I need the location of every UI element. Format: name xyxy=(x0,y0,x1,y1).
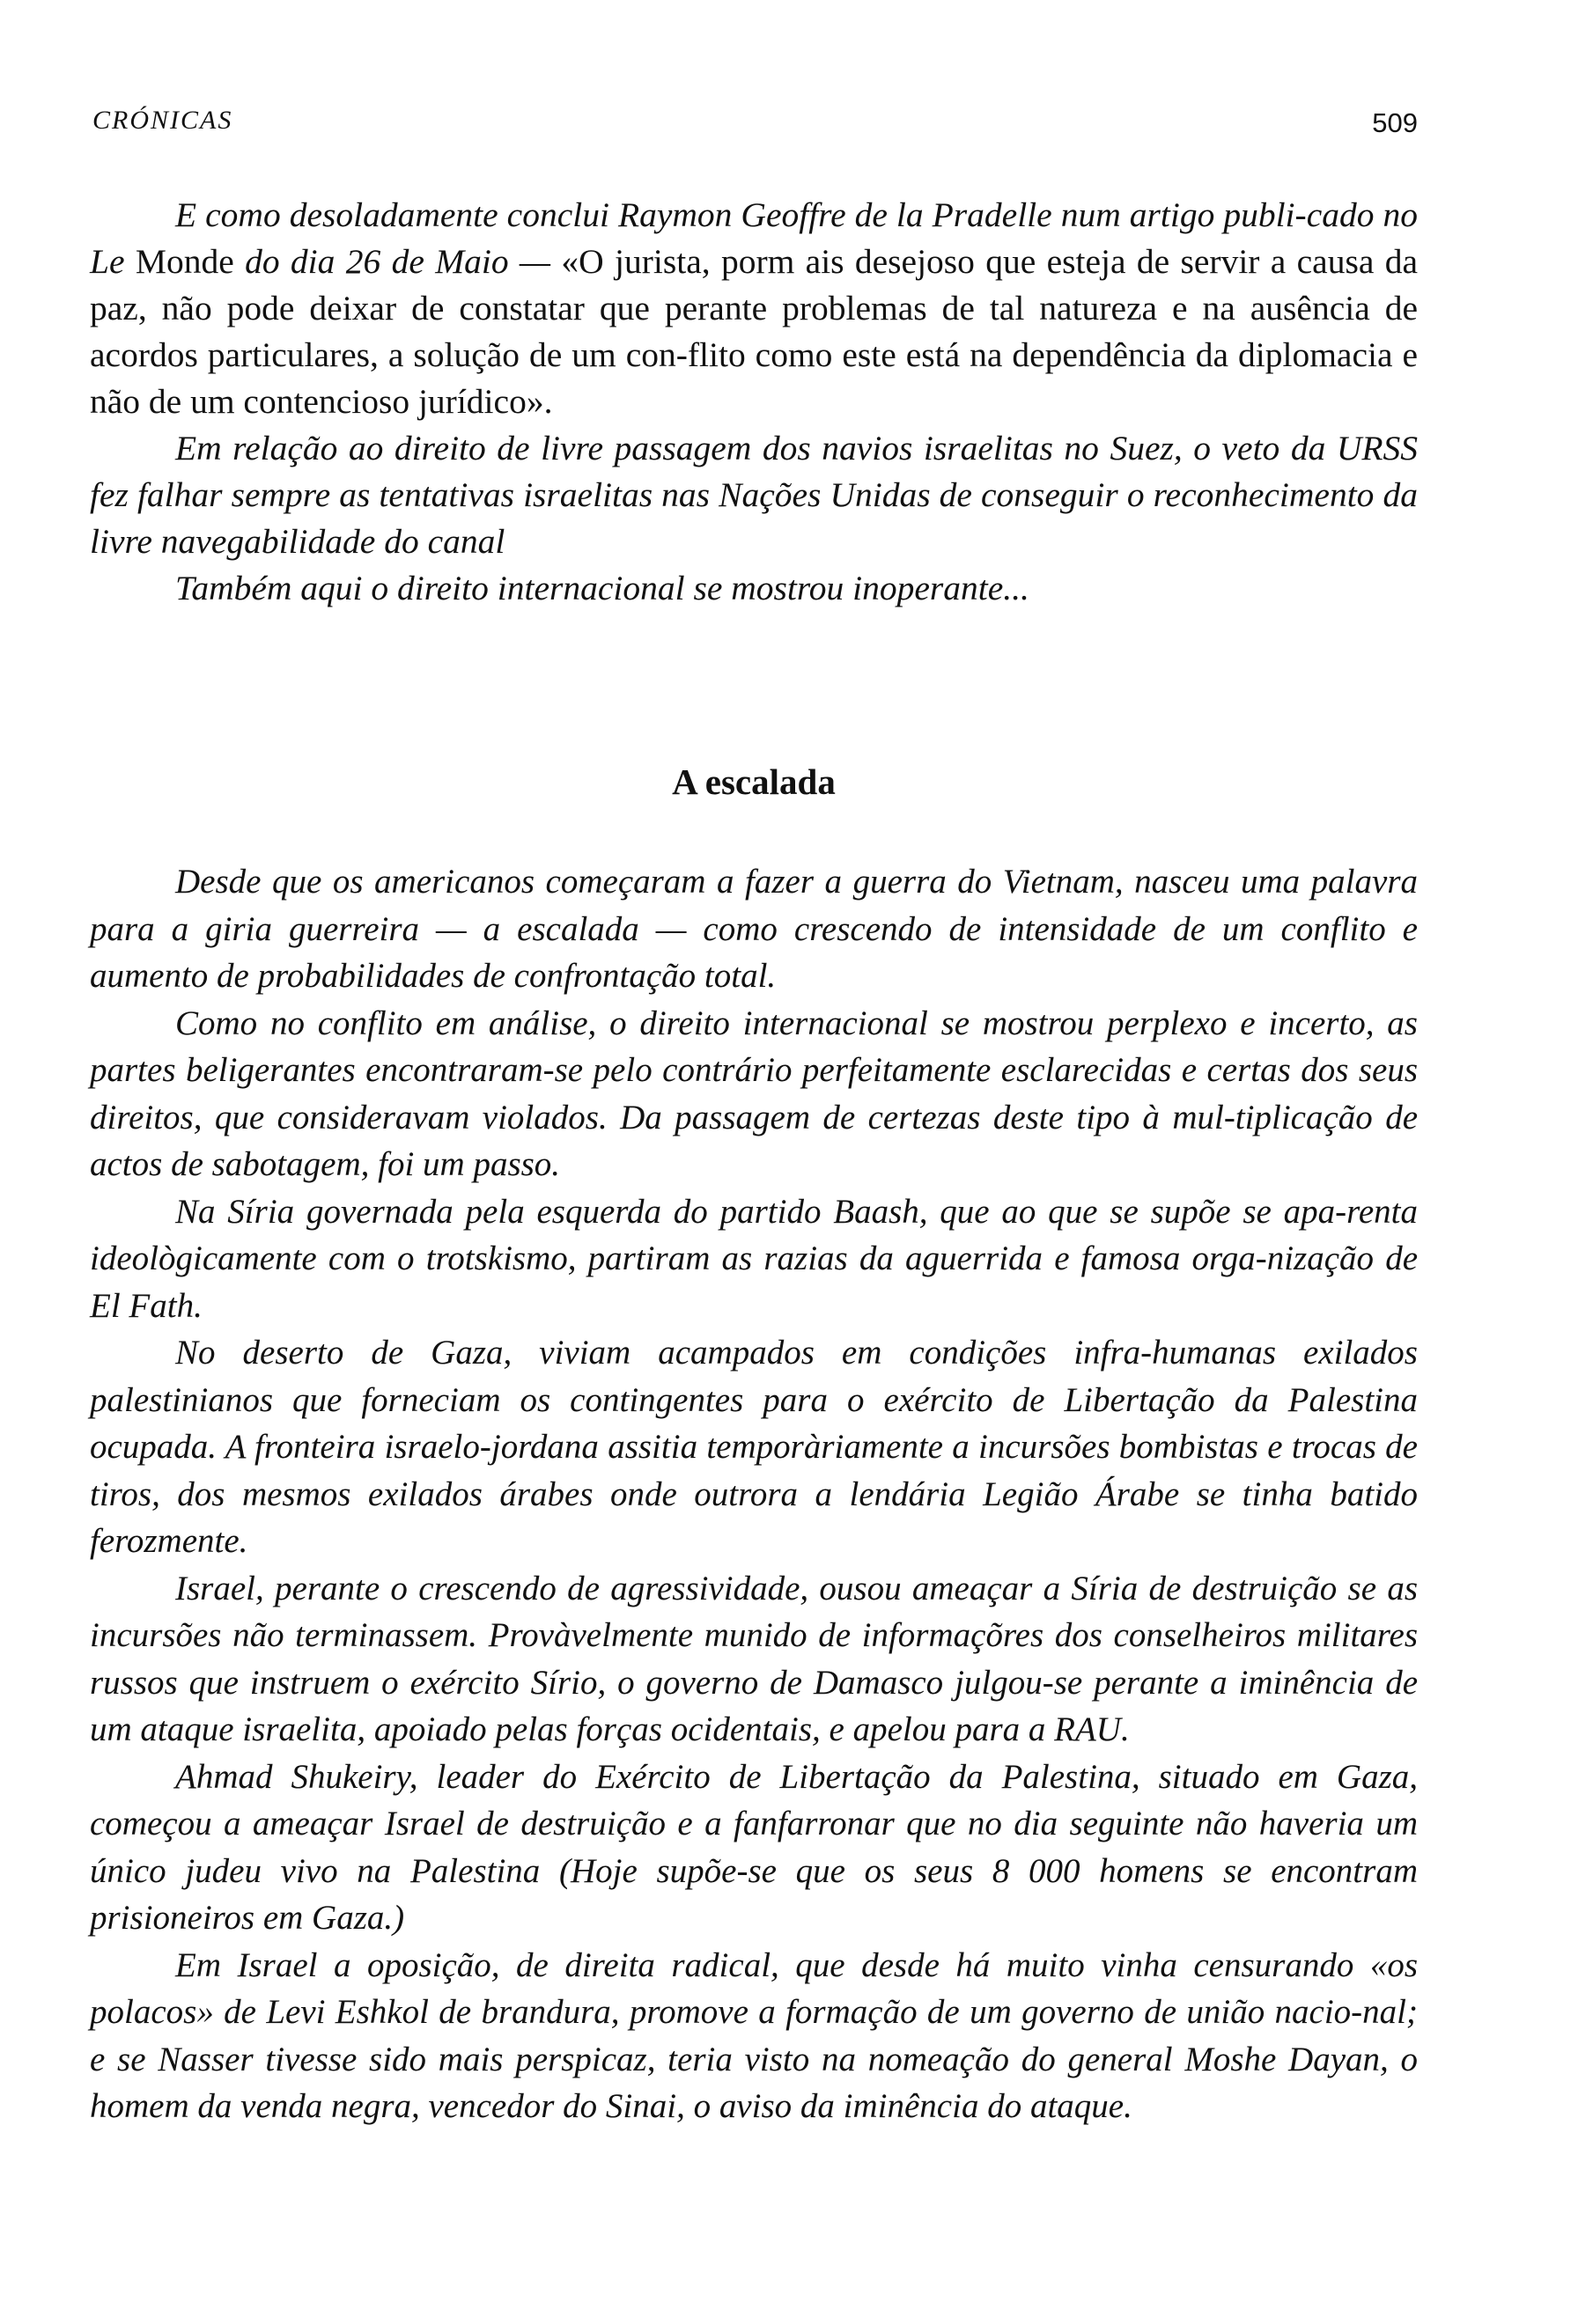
intro-italic-date: do dia 26 de Maio — xyxy=(233,242,562,281)
body-paragraph: Em Israel a oposição, de direita radical, que desde há muito vinha censurando «os polacos» de Levi Eshkol de brandura, promove a formação de um governo de união nacio-nal; e se Nasser tivesse sido mais perspicaz, teria visto na nomeação do general Moshe Dayan, o homem da venda negra, vencedor do Sinai, o aviso da iminência do ataque. xyxy=(90,1945,1418,2125)
body-paragraph: Na Síria governada pela esquerda do partido Baash, que ao que se supõe se apa-renta ideològicamente com o trotskismo, partiram as razias da aguerrida e famosa orga-nização de El Fath. xyxy=(90,1192,1418,1325)
newspaper-name: Monde xyxy=(135,242,234,281)
intro-paragraph: Também aqui o direito internacional se mostrou inoperante... xyxy=(175,569,1029,607)
intro-paragraph xyxy=(90,192,1418,425)
intro-italic-lead: E como desoladamente conclui Raymon Geoffre de la Pradelle num artigo publi-cado no Le xyxy=(90,195,1418,281)
body-paragraph: Desde que os americanos começaram a fazer a guerra do Vietnam, nasceu uma palavra para a giria guerreira — a escalada — como crescendo de intensidade de um conflito e aumento de probabilidades de confrontação total. xyxy=(90,863,1418,995)
body-paragraph: Como no conflito em análise, o direito internacional se mostrou perplexo e incerto, as partes beligerantes encontraram-se pelo contrário perfeitamente esclarecidas e certas dos seus direitos, que consideravam violados. Da passagem de certezas deste tipo à mul-tiplicação de actos de sabotagem, foi um passo. xyxy=(90,1004,1418,1183)
section-title: A escalada xyxy=(672,761,836,802)
intro-paragraph: Em relação ao direito de livre passagem dos navios israelitas no Suez, o veto da URSS fez falhar sempre as tentativas israelitas nas Nações Unidas de conseguir o reconhecimento da livre navegabilidade do canal xyxy=(90,429,1418,561)
page-number: 509 xyxy=(1372,107,1418,138)
quotation: «O jurista, porm ais desejoso que esteja de servir a causa da paz, não pode deixar de constatar que perante problemas de tal natureza e na ausência de acordos particulares, a solução de um con-flito como este está na dependência da diplomacia e não de um contencioso jurídico». xyxy=(90,242,1418,421)
running-head: CRÓNICAS xyxy=(92,106,233,135)
intro-text xyxy=(90,192,1418,612)
section-body xyxy=(90,858,1418,2130)
body-paragraph: Ahmad Shukeiry, leader do Exército de Libertação da Palestina, situado em Gaza, começou a ameaçar Israel de destruição e a fanfarronar que no dia seguinte não haveria um único judeu vivo na Palestina (Hoje supõe-se que os seus 8 000 homens se encontram prisioneiros em Gaza.) xyxy=(90,1757,1418,1937)
body-paragraph: Israel, perante o crescendo de agressividade, ousou ameaçar a Síria de destruição se as incursões não terminassem. Provàvelmente munido de informaçõres dos conselheiros militares russos que instruem o exército Sírio, o governo de Damasco julgou-se perante a iminência de um ataque israelita, apoiado pelas forças ocidentais, e apelou para a RAU. xyxy=(90,1569,1418,1748)
body-paragraph: No deserto de Gaza, viviam acampados em condições infra-humanas exilados palestinianos que forneciam os contingentes para o exército de Libertação da Palestina ocupada. A fronteira israelo-jordana assitia temporàriamente a incursões bombistas e trocas de tiros, dos mesmos exilados árabes onde outrora a lendária Legião Árabe se tinha batido ferozmente. xyxy=(90,1334,1418,1560)
